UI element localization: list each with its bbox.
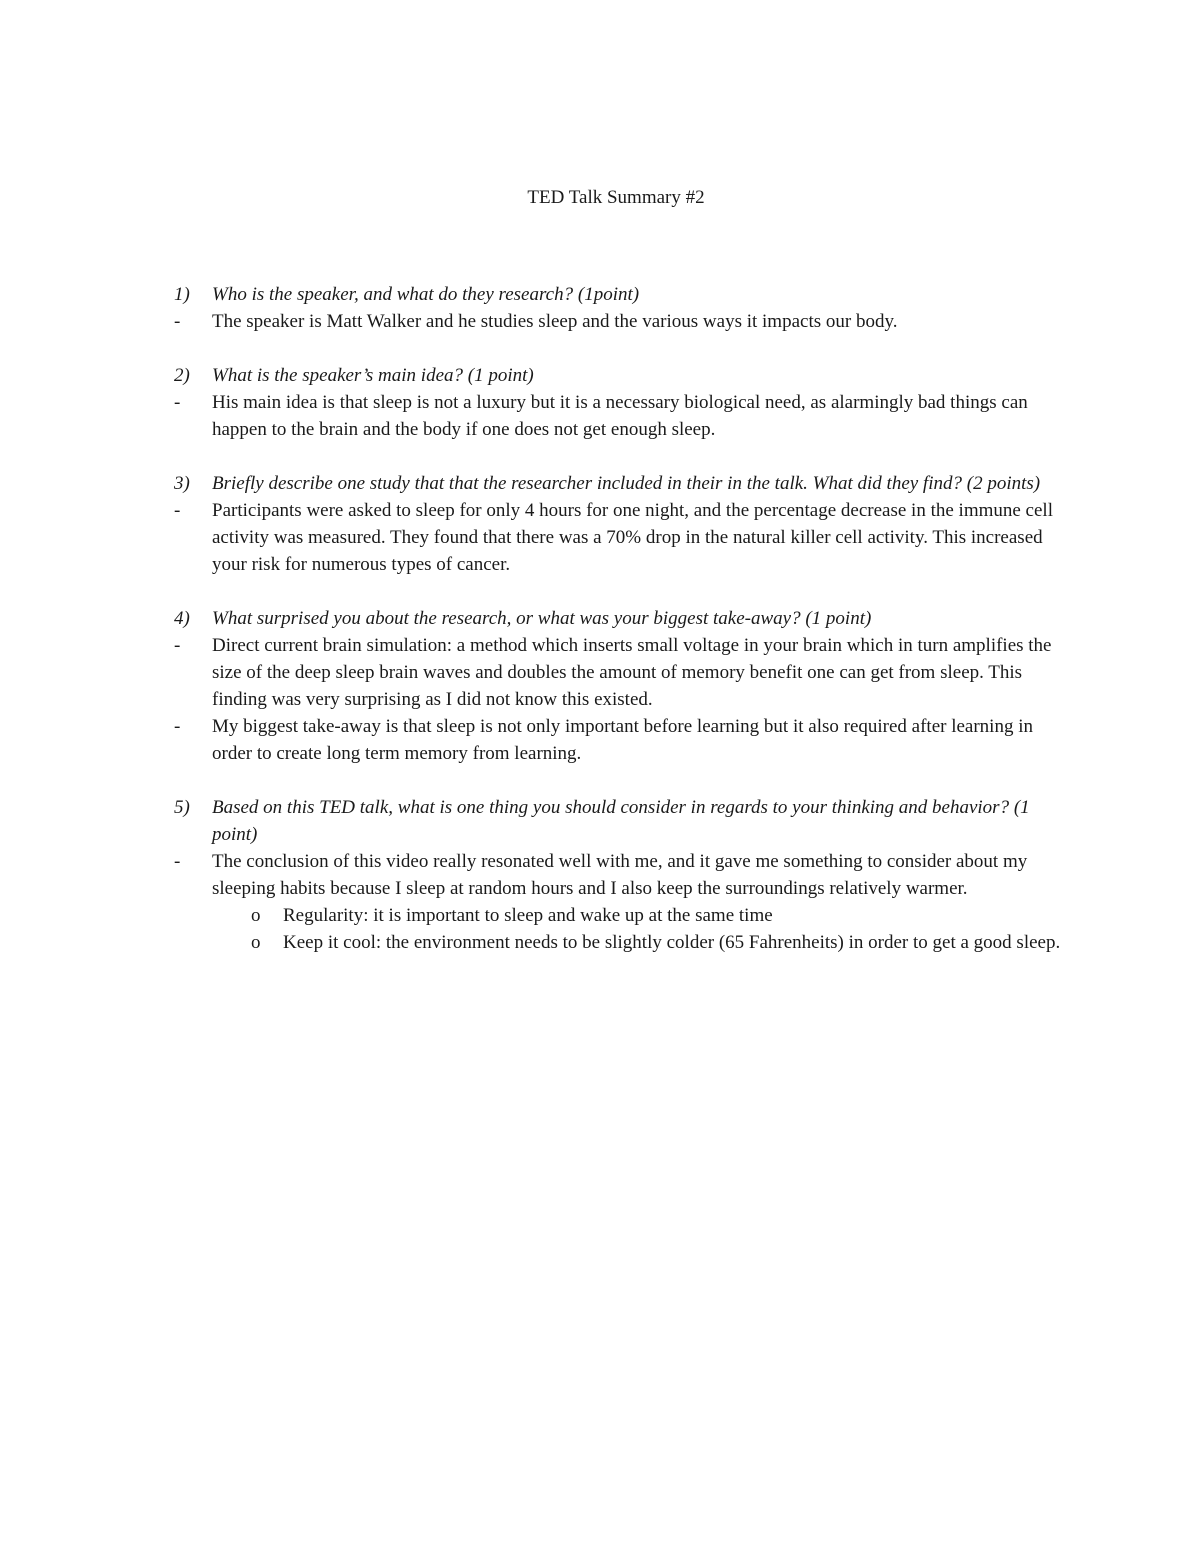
answer-text: The speaker is Matt Walker and he studies sleep and the various ways it impacts our body.	[212, 311, 898, 332]
question-number: 4)	[174, 608, 190, 629]
dash-bullet: -	[174, 500, 181, 521]
answer-text: Participants were asked to sleep for only 4 hours for one night, and the percentage decrease in the immune cell activity was measured. They found that there was a 70% drop in the natural killer cell activity. This increased your risk for numerous types of cancer.	[212, 500, 1053, 575]
answer-text: Direct current brain simulation: a method which inserts small voltage in your brain which in turn amplifies the size of the deep sleep brain waves and doubles the amount of memory benefit one can get from sleep. This finding was very surprising as I did not know this existed.	[212, 635, 1052, 710]
answer-text: The conclusion of this video really resonated well with me, and it gave me something to consider about my sleeping habits because I sleep at random hours and I also keep the surroundings relatively warmer.	[212, 851, 1028, 899]
answer-text: His main idea is that sleep is not a luxury but it is a necessary biological need, as alarmingly bad things can happen to the brain and the body if one does not get enough sleep.	[212, 392, 1028, 440]
circle-bullet: o	[251, 905, 261, 926]
sub-item-text: Keep it cool: the environment needs to be slightly colder (65 Fahrenheits) in order to get a good sleep.	[283, 932, 1061, 953]
question-number: 3)	[174, 473, 190, 494]
question-text: Based on this TED talk, what is one thing you should consider in regards to your thinking and behavior? (1 point)	[212, 797, 1030, 845]
question-number: 1)	[174, 284, 190, 305]
question-number: 5)	[174, 797, 190, 818]
dash-bullet: -	[174, 392, 181, 413]
question-1	[174, 281, 1074, 308]
answer-text: My biggest take-away is that sleep is not only important before learning but it also required after learning in order to create long term memory from learning.	[212, 716, 1033, 764]
sub-item-text: Regularity: it is important to sleep and wake up at the same time	[283, 905, 773, 926]
answer-3-1	[174, 497, 1074, 578]
question-4	[174, 605, 1074, 632]
answer-1-1	[174, 308, 1074, 335]
question-text: Who is the speaker, and what do they research? (1point)	[212, 284, 640, 305]
sub-item-5-1	[174, 902, 1074, 929]
question-3	[174, 470, 1074, 497]
answer-2-1	[174, 389, 1074, 443]
dash-bullet: -	[174, 311, 181, 332]
question-2	[174, 362, 1074, 389]
circle-bullet: o	[251, 932, 261, 953]
question-text: What surprised you about the research, or what was your biggest take-away? (1 point)	[212, 608, 872, 629]
dash-bullet: -	[174, 851, 181, 872]
answer-4-2	[174, 713, 1074, 767]
dash-bullet: -	[174, 716, 181, 737]
dash-bullet: -	[174, 635, 181, 656]
document-body	[174, 281, 1074, 956]
question-text: Briefly describe one study that that the researcher included in their in the talk. What did they find? (2 points)	[212, 473, 1041, 494]
question-number: 2)	[174, 365, 190, 386]
question-text: What is the speaker’s main idea? (1 point)	[212, 365, 534, 386]
question-5	[174, 794, 1074, 848]
answer-5-1	[174, 848, 1074, 902]
answer-4-1	[174, 632, 1074, 713]
sub-item-5-2	[174, 929, 1074, 956]
document-title: TED Talk Summary #2	[527, 187, 705, 208]
